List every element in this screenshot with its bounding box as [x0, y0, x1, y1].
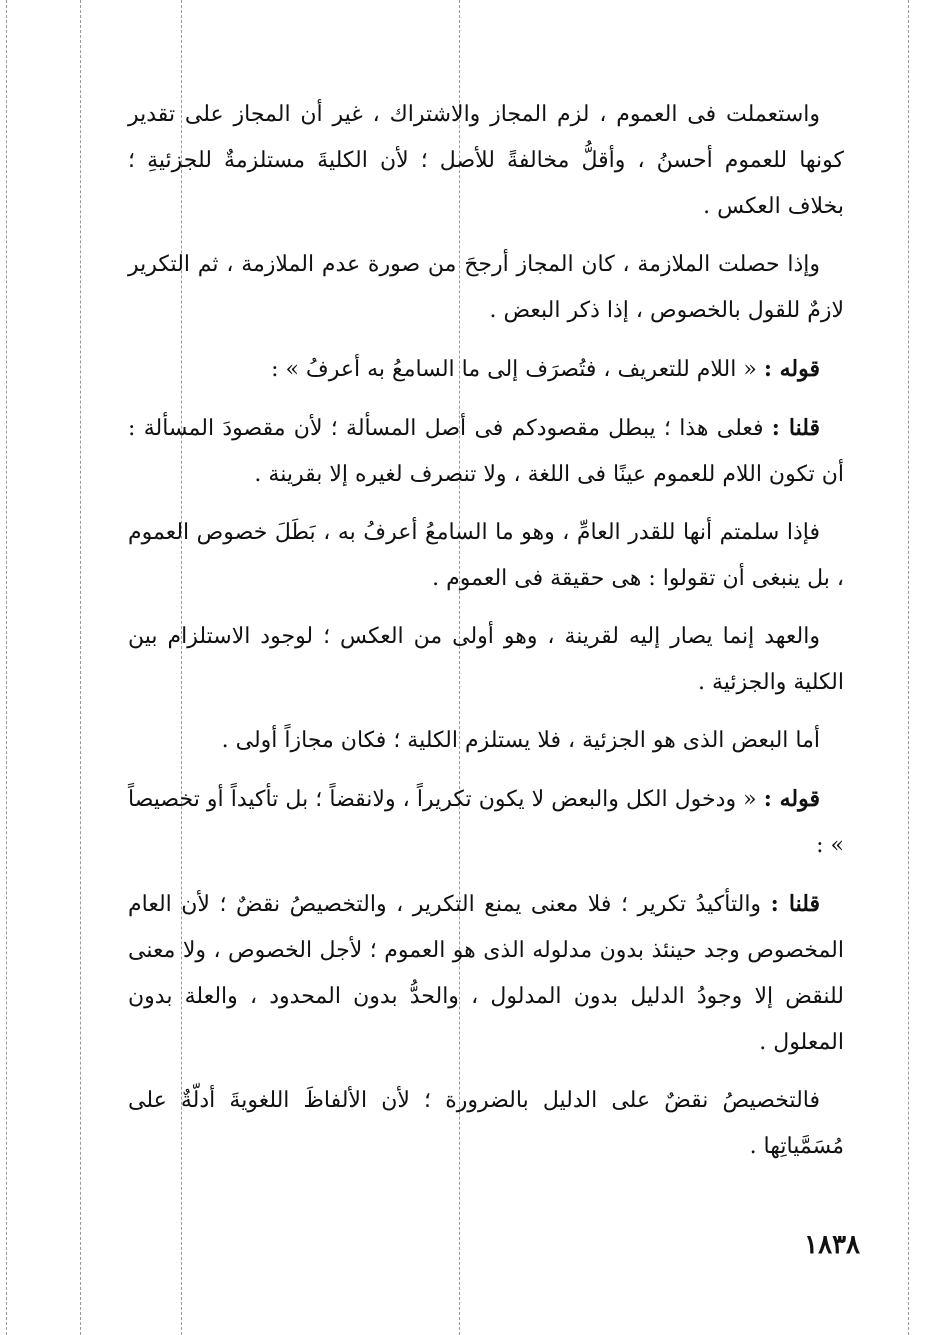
paragraph [128, 614, 844, 706]
paragraph-text: « اللام للتعريف ، فتُصرَف إلى ما السامعُ به أعرفُ » : [271, 357, 757, 382]
paragraph [128, 92, 844, 230]
dotted-guide-line [908, 0, 909, 1335]
paragraph-text: فإذا سلمتم أنها للقدر العامِّ ، وهو ما السامعُ أعرفُ به ، بَطَلَ خصوص العموم ، بل ينبغى أن تقولوا : هى حقيقة فى العموم . [128, 520, 844, 591]
paragraph-lead: قلنا : [771, 415, 821, 441]
paragraph [128, 776, 844, 869]
paragraph-text: والتأكيدُ تكرير ؛ فلا معنى يمنع التكرير ، والتخصيصُ نقضٌ ؛ لأن العام المخصوص وجد حينئذ بدون مدلوله الذى هو العموم ؛ لأجل الخصوص ، ولا معنى للنقض إلا وجودُ الدليل بدون المدلول ، والحدُّ بدون المحدود ، والعلة بدون المعلول . [128, 892, 844, 1055]
page-body [128, 92, 844, 1182]
paragraph-lead: قوله : [763, 356, 820, 382]
paragraph-lead: قلنا : [770, 891, 821, 917]
dotted-guide-line [80, 0, 81, 1335]
paragraph [128, 405, 844, 498]
paragraph-lead: قوله : [763, 786, 820, 812]
paragraph [128, 881, 844, 1066]
paragraph [128, 242, 844, 334]
dotted-guide-line [6, 0, 7, 1335]
paragraph-text: واستعملت فى العموم ، لزم المجاز والاشتراك ، غير أن المجاز على تقدير كونها للعموم أحسنُ ، وأقلُّ مخالفةً للأصل ؛ لأن الكليةَ مستلزمةٌ للجزئيةِ ؛ بخلاف العكس . [128, 102, 844, 219]
page-number: ١٨٣٨ [804, 1230, 860, 1260]
paragraph-text: وإذا حصلت الملازمة ، كان المجاز أرجحَ من صورة عدم الملازمة ، ثم التكرير لازمٌ للقول بالخصوص ، إذا ذكر البعض . [128, 252, 844, 323]
paragraph [128, 346, 844, 393]
paragraph [128, 718, 844, 764]
paragraph [128, 510, 844, 602]
paragraph-text: والعهد إنما يصار إليه لقرينة ، وهو أولى من العكس ؛ لوجود الاستلزام بين الكلية والجزئية . [128, 624, 844, 695]
paragraph-text: فالتخصيصُ نقضٌ على الدليل بالضرورة ؛ لأن الألفاظَ اللغويةَ أدلّةٌ على مُسَمَّياتِها . [128, 1088, 844, 1159]
paragraph-text: أما البعض الذى هو الجزئية ، فلا يستلزم الكلية ؛ فكان مجازاً أولى . [221, 728, 820, 753]
paragraph [128, 1078, 844, 1170]
paragraph-text: فعلى هذا ؛ يبطل مقصودكم فى أصل المسألة ؛ لأن مقصودَ المسألة : أن تكون اللام للعموم عينًا فى اللغة ، ولا تنصرف لغيره إلا بقرينة . [128, 416, 844, 487]
paragraph-text: « ودخول الكل والبعض لا يكون تكريراً ، ولانقضاً ؛ بل تأكيداً أو تخصيصاً » : [128, 787, 844, 858]
